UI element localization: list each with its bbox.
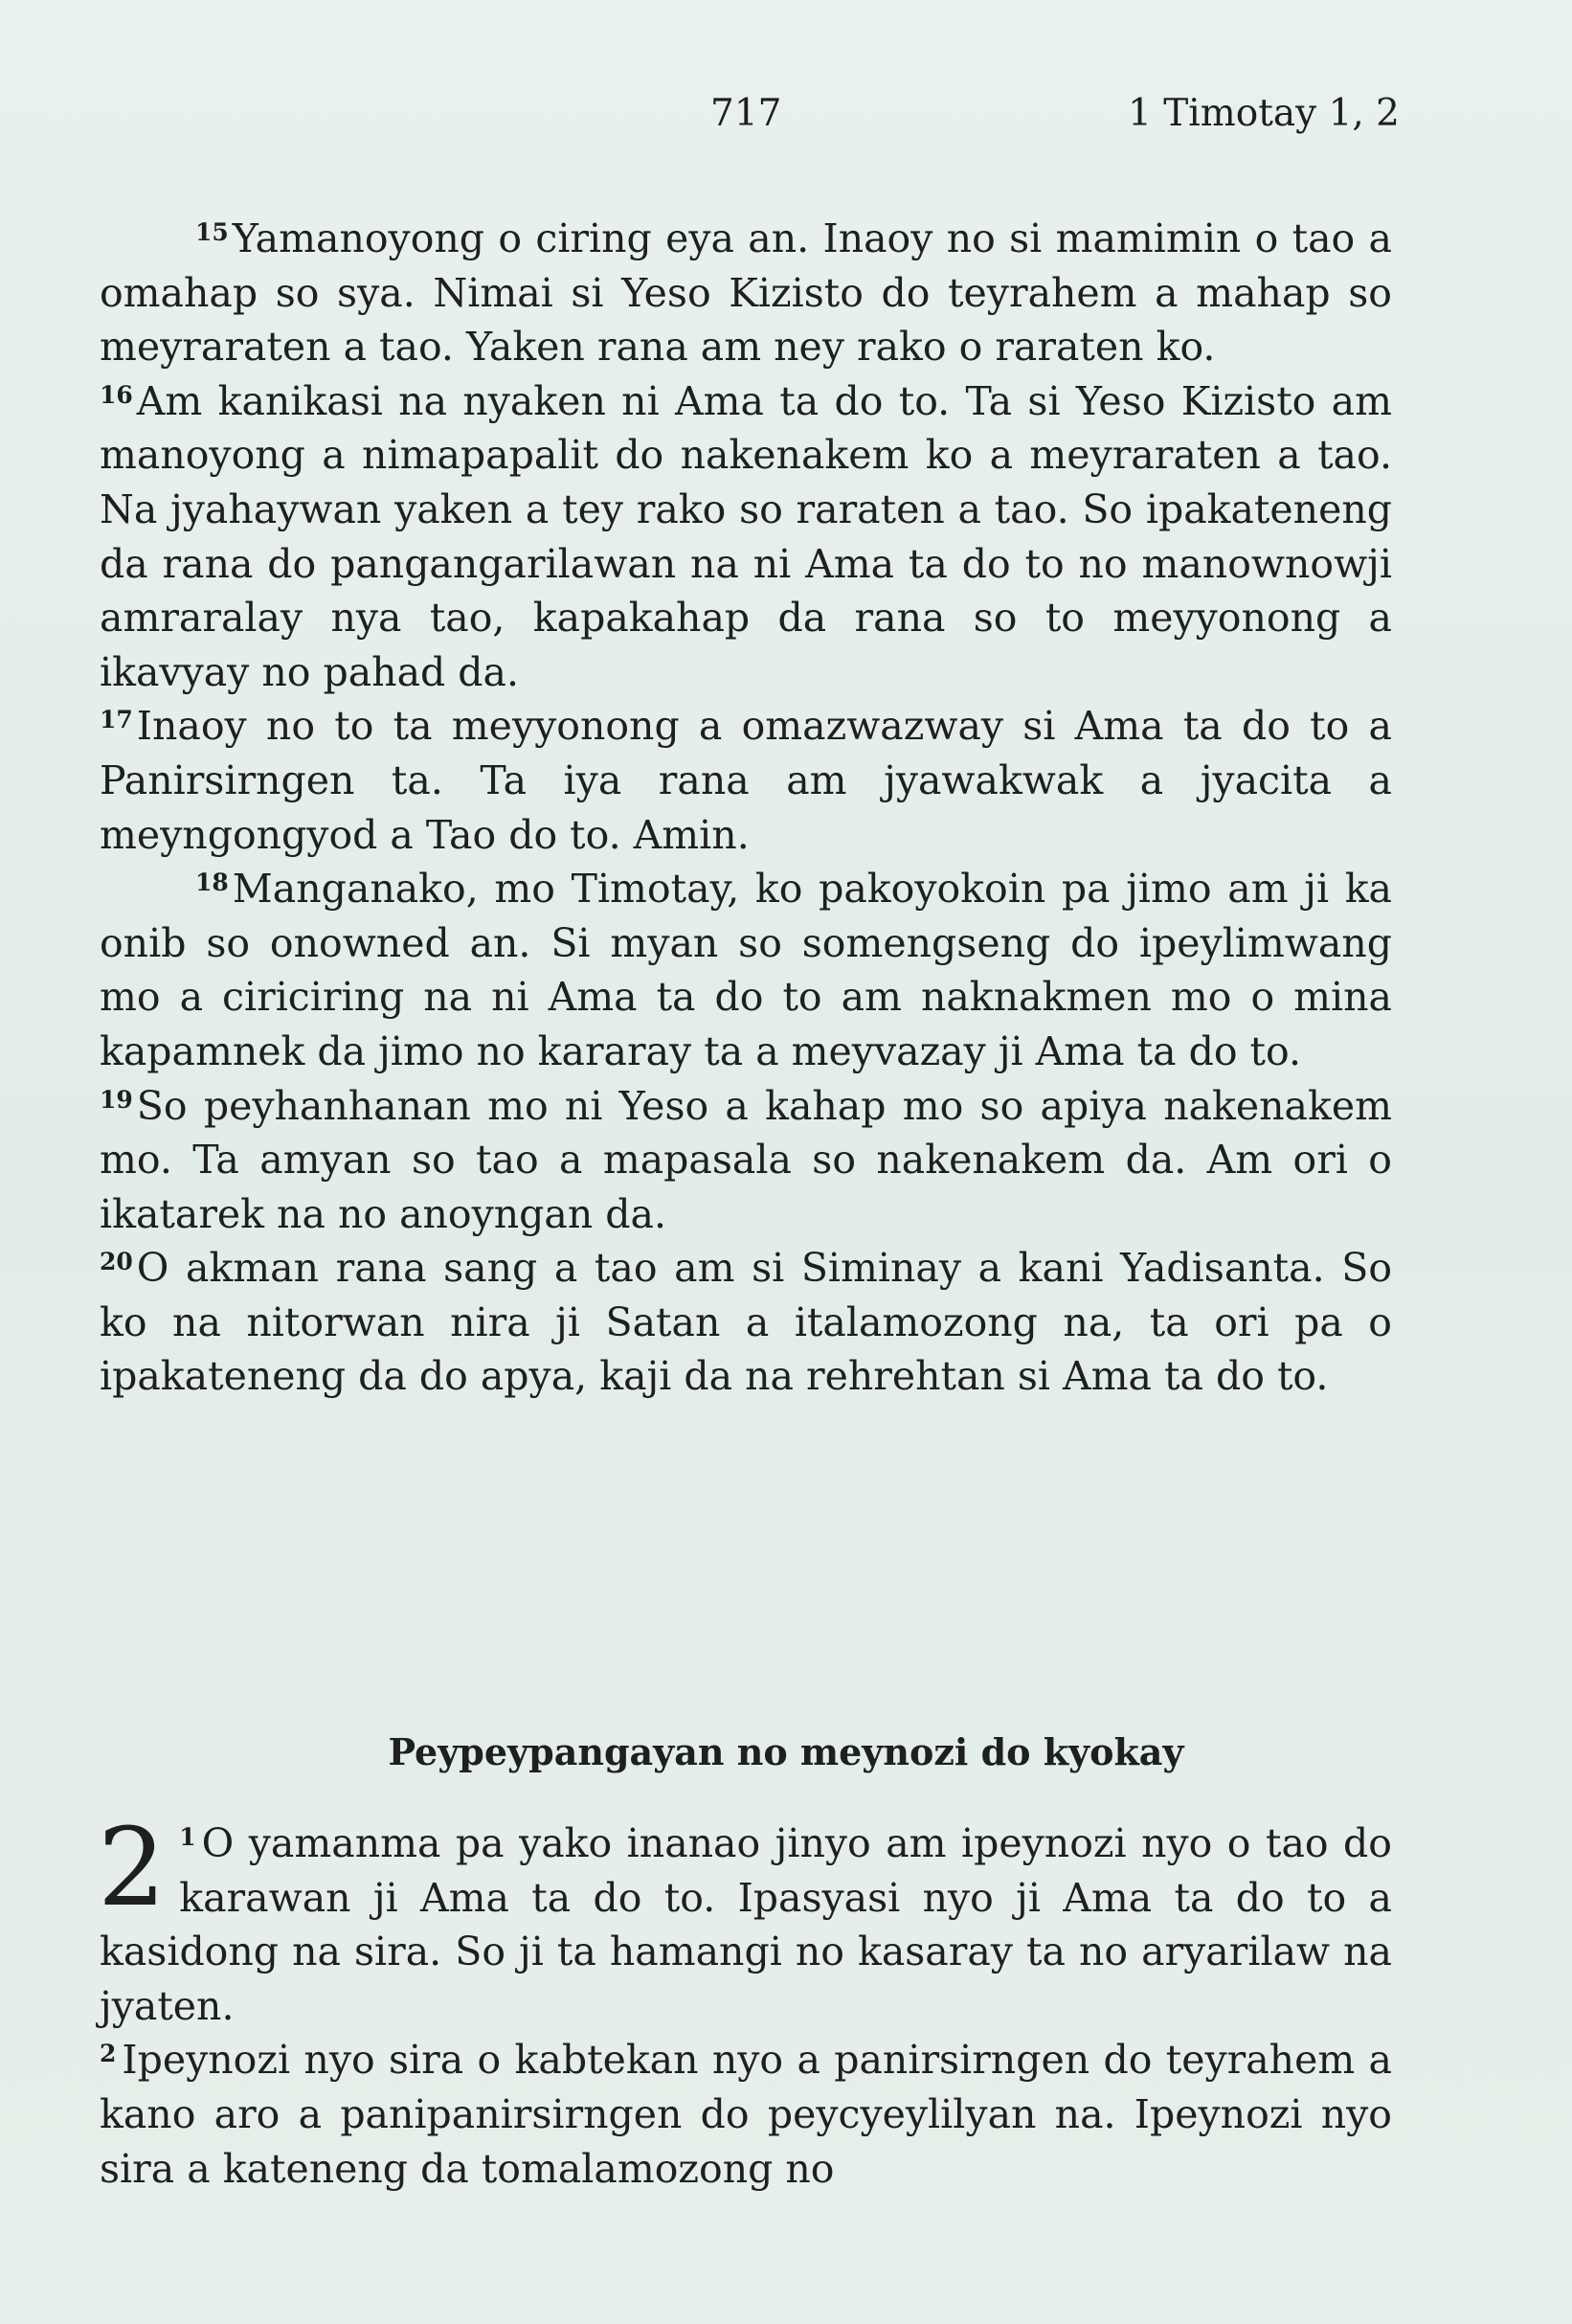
chapter-number: 2: [98, 1806, 167, 1930]
verse-number: 1: [179, 1823, 196, 1851]
verse-20: [100, 1241, 1392, 1404]
verse-2-2: [100, 2033, 1392, 2196]
verse-15: [100, 212, 1392, 374]
verse-text: Manganako, mo Timotay, ko pakoyokoin pa jimo am ji ka onib so onowned an. Si myan so somengseng do ipeylimwang mo a ciriciring na ni Ama ta do to am naknakmen mo o mina kapamnek da jimo no kararay ta a meyvazay ji Ama ta do to.: [100, 866, 1392, 1074]
verse-text: So peyhanhanan mo ni Yeso a kahap mo so apiya nakenakem mo. Ta amyan so tao a mapasala so nakenakem da. Am ori o ikatarek na no anoyngan da.: [100, 1082, 1392, 1237]
verse-text: Am kanikasi na nyaken ni Ama ta do to. Ta si Yeso Kizisto am manoyong a nimapapalit do nakenakem ko a meyraraten a tao. Na jyahaywan yaken a tey rako so raraten a tao. So ipakateneng da rana do pangangarilawan na ni Ama ta do to no manownowji amraralay nya tao, kapakahap da rana so to meyyonong a ikavyay no pahad da.: [100, 377, 1392, 695]
verse-text: Yamanoyong o ciring eya an. Inaoy no si mamimin o tao a omahap so sya. Nimai si Yeso Kizisto do teyrahem a mahap so meyraraten a tao. Yaken rana am ney rako o raraten ko.: [100, 215, 1392, 371]
section-heading: Peypeypangayan no meynozi do kyokay: [388, 1730, 1184, 1773]
verse-number: 20: [100, 1248, 133, 1276]
verse-19: [100, 1079, 1392, 1242]
verse-number: 16: [100, 380, 133, 409]
verse-number: 19: [100, 1085, 133, 1114]
verse-18: [100, 862, 1392, 1078]
verse-text: Inaoy no to ta meyyonong a omazwazway si Ama ta do to a Panirsirngen ta. Ta iya rana am jyawakwak a jyacita a meyngongyod a Tao do to. Amin.: [100, 703, 1392, 858]
verse-16: [100, 374, 1392, 700]
page-header: [0, 92, 1572, 140]
verse-number: 15: [195, 218, 229, 246]
verse-text: Ipeynozi nyo sira o kabtekan nyo a panirsirngen do teyrahem a kano aro a panipanirsirngen do peycyeylilyan na. Ipeynozi nyo sira a kateneng da tomalamozong no: [100, 2037, 1392, 2192]
chapter-2-text: [98, 1806, 1392, 2196]
verse-17: [100, 699, 1392, 862]
verse-number: 2: [100, 2040, 117, 2068]
verse-number: 17: [100, 706, 133, 734]
running-head: 1 Timotay 1, 2: [1128, 92, 1400, 135]
verse-number: 18: [195, 869, 229, 897]
verse-2-1: [98, 1806, 1392, 2033]
chapter-1-text: [100, 212, 1392, 1404]
verse-text: O yamanma pa yako inanao jinyo am ipeynozi nyo o tao do karawan ji Ama ta do to. Ipasyasi nyo ji Ama ta do to a kasidong na sira. So ji ta hamangi no kasaray ta no aryarilaw na jyaten.: [100, 1820, 1392, 2029]
verse-text: O akman rana sang a tao am si Siminay a kani Yadisanta. So ko na nitorwan nira ji Satan a italamozong na, ta ori pa o ipakateneng da do apya, kaji da na rehrehtan si Ama ta do to.: [100, 1245, 1392, 1400]
page-number: 717: [710, 92, 782, 135]
